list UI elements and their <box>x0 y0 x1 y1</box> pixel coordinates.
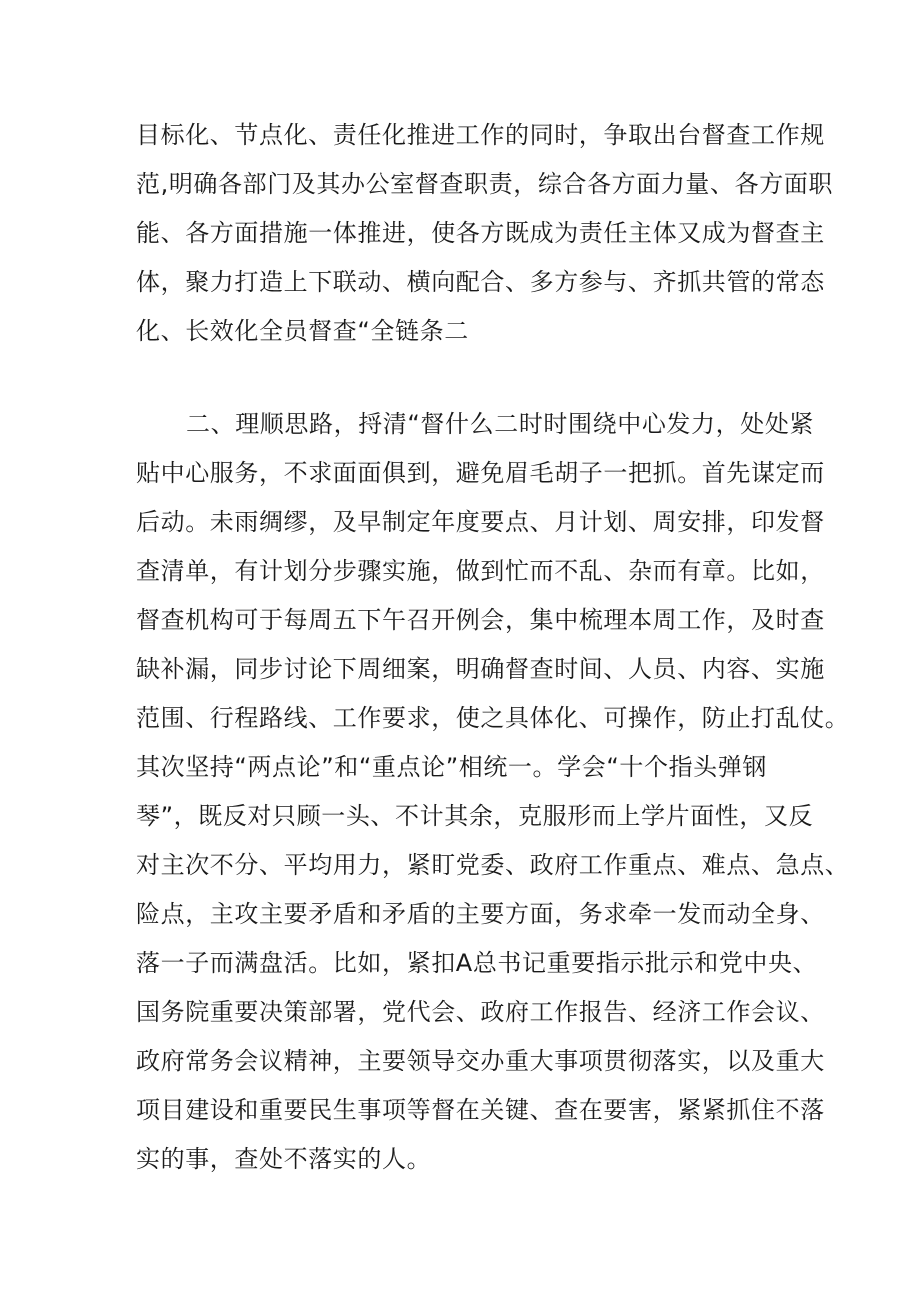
paragraph-2-line-1: 二、理顺思路，捋清“督什么二时时围绕中心发力，处处紧 <box>186 410 815 438</box>
paragraph-2-line-8: 其次坚持“两点论”和“重点论”相统一。学会“十个指头弹钢 <box>136 753 767 781</box>
paragraph-1-line-1: 目标化、节点化、责任化推进工作的同时，争取出台督查工作规 <box>136 121 825 149</box>
paragraph-2-line-3: 后动。未雨绸缪，及早制定年度要点、月计划、周安排，印发督 <box>136 508 825 536</box>
paragraph-2-line-10: 对主次不分、平均用力，紧盯党委、政府工作重点、难点、急点、 <box>136 851 850 879</box>
paragraph-2-line-6: 缺补漏，同步讨论下周细案，明确督查时间、人员、内容、实施 <box>136 655 825 683</box>
paragraph-2-line-15: 项目建设和重要民生事项等督在关键、查在要害，紧紧抓住不落 <box>136 1096 825 1124</box>
paragraph-2-line-4: 查清单，有计划分步骤实施，做到忙而不乱、杂而有章。比如， <box>136 557 825 585</box>
paragraph-2-line-12: 落一子而满盘活。比如，紧扣A总书记重要指示批示和党中央、 <box>136 949 818 977</box>
paragraph-2-line-5: 督查机构可于每周五下午召开例会，集中梳理本周工作，及时查 <box>136 606 825 634</box>
paragraph-1-line-2: 范,明确各部门及其办公室督查职责，综合各方面力量、各方面职 <box>136 170 834 198</box>
paragraph-1-line-3: 能、各方面措施一体推进，使各方既成为责任主体又成为督查主 <box>136 219 825 247</box>
paragraph-2-line-14: 政府常务会议精神，主要领导交办重大事项贯彻落实，以及重大 <box>136 1047 825 1075</box>
paragraph-2-line-16: 实的事，查处不落实的人。 <box>136 1145 432 1173</box>
paragraph-1-line-5: 化、长效化全员督查“全链条二 <box>136 317 469 345</box>
paragraph-2-line-13: 国务院重要决策部署，党代会、政府工作报告、经济工作会议、 <box>136 998 825 1026</box>
paragraph-2-line-7: 范围、行程路线、工作要求，使之具体化、可操作，防止打乱仗。 <box>136 704 850 732</box>
paragraph-2-line-2: 贴中心服务，不求面面俱到，避免眉毛胡子一把抓。首先谋定而 <box>136 459 825 487</box>
paragraph-2-line-11: 险点，主攻主要矛盾和矛盾的主要方面，务求牵一发而动全身、 <box>136 900 825 928</box>
paragraph-1-line-4: 体，聚力打造上下联动、横向配合、多方参与、齐抓共管的常态 <box>136 268 825 296</box>
paragraph-2-line-9: 琴”，既反对只顾一头、不计其余，克服形而上学片面性，又反 <box>136 802 814 830</box>
